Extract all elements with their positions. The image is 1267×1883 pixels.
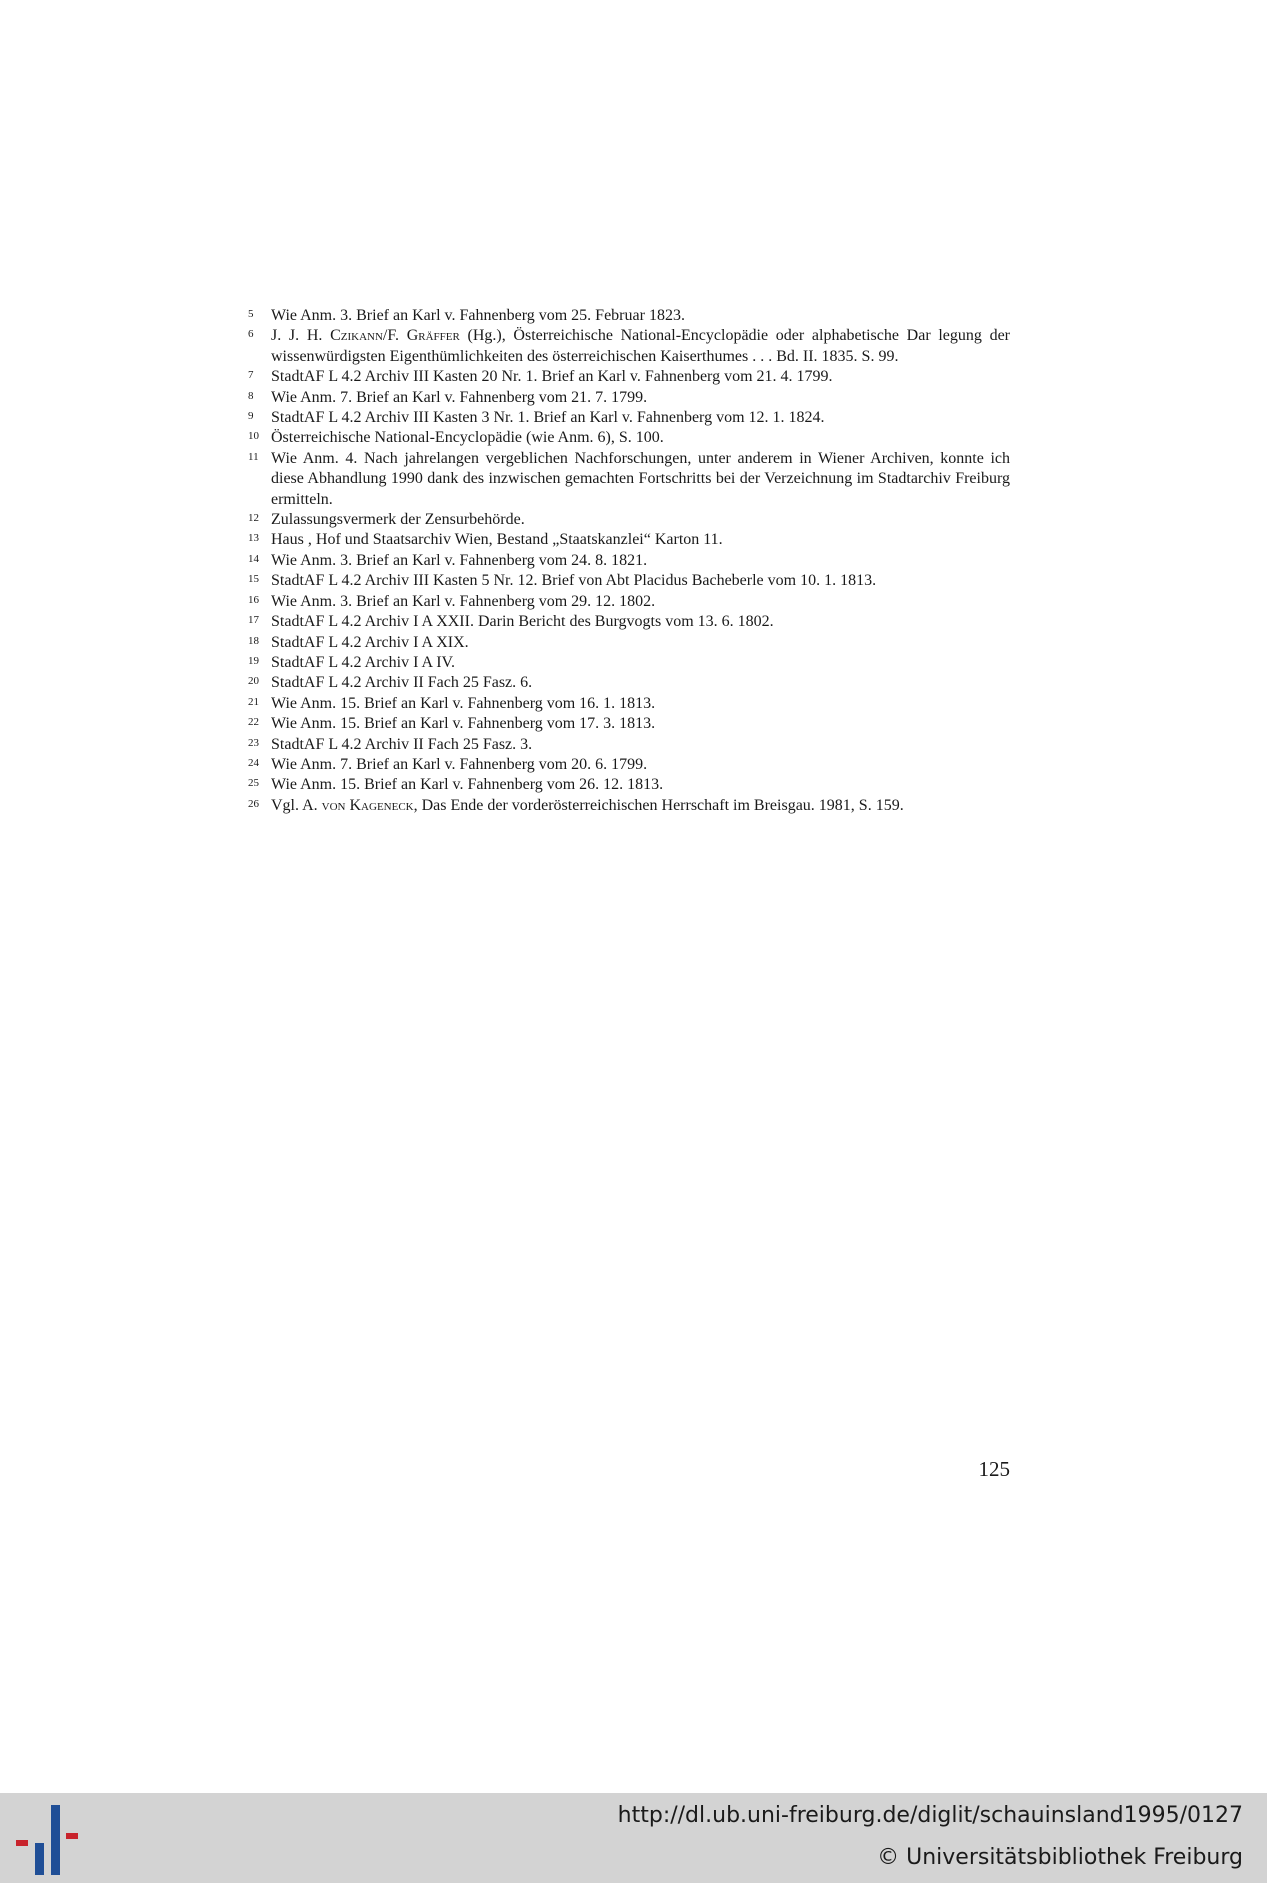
footnote-number: 5: [248, 308, 254, 320]
footnote: [248, 592, 1010, 612]
footnote-number: 9: [248, 410, 254, 423]
footnote-text: [271, 797, 904, 814]
footnote: [248, 796, 1010, 816]
footnote-text: StadtAF L 4.2 Archiv II Fach 25 Fasz. 6.: [271, 674, 533, 692]
footnote: [248, 735, 1010, 755]
footnote-text: [271, 327, 1010, 364]
footnote: [248, 714, 1010, 734]
footnote: [248, 510, 1010, 530]
footnote: [248, 326, 1010, 367]
footnote-text: StadtAF L 4.2 Archiv I A IV.: [271, 653, 456, 671]
footnote-text: Wie Anm. 4. Nach jahrelangen vergeblichen Nachforschungen, unter anderem in Wiener Archiven, konnte ich diese Abhandlung 1990 dank des inzwischen gemachten Fortschritts bei der Verzeichnung im Stadtarchiv Freiburg ermitteln.: [271, 449, 1010, 508]
footnote-text: StadtAF L 4.2 Archiv III Kasten 20 Nr. 1. Brief an Karl v. Fahnenberg vom 21. 4. 1799.: [271, 368, 833, 386]
author-name: von Kageneck: [321, 796, 414, 814]
ub-freiburg-logo-icon: [14, 1805, 80, 1875]
footnote: [248, 388, 1010, 408]
footnote-number: 24: [248, 756, 259, 769]
footnote-list: [248, 306, 1010, 816]
page-number: 125: [978, 1457, 1010, 1481]
logo-dash-right: [66, 1833, 78, 1839]
footnote: [248, 449, 1010, 510]
footnote-number: 26: [248, 797, 259, 810]
footnote-text-part: Vgl. A.: [271, 796, 322, 814]
footnote-text: Zulassungsvermerk der Zensurbehörde.: [271, 511, 525, 529]
footnote-text-part: , Das Ende der vorderösterreichischen Herrschaft im Breisgau. 1981, S. 159.: [413, 796, 904, 814]
footnote-number: 14: [248, 552, 259, 565]
footnote: [248, 612, 1010, 632]
footnote: [248, 571, 1010, 591]
footnote: [248, 653, 1010, 673]
footnote: [248, 633, 1010, 653]
footnote-text: Wie Anm. 3. Brief an Karl v. Fahnenberg vom 24. 8. 1821.: [271, 551, 648, 569]
footnote-number: 18: [248, 634, 259, 647]
footnote: [248, 755, 1010, 775]
footnote-number: 16: [248, 593, 259, 606]
footnote: [248, 408, 1010, 428]
footnote: [248, 306, 1010, 326]
footnote: [248, 530, 1010, 550]
footnote-text: StadtAF L 4.2 Archiv II Fach 25 Fasz. 3.: [271, 735, 533, 753]
footnote: [248, 367, 1010, 387]
author-name: Czikann: [330, 327, 383, 345]
footnote-number: 12: [248, 512, 259, 525]
footer-copyright: © Universitätsbibliothek Freiburg: [877, 1845, 1243, 1870]
footnote-text: StadtAF L 4.2 Archiv III Kasten 5 Nr. 12. Brief von Abt Placidus Bacheberle vom 10. 1. 1813.: [271, 572, 877, 590]
footnote-number: 10: [248, 430, 259, 443]
footnote-text: Wie Anm. 15. Brief an Karl v. Fahnenberg vom 16. 1. 1813.: [271, 694, 656, 712]
footnote-text: Wie Anm. 15. Brief an Karl v. Fahnenberg vom 17. 3. 1813.: [271, 715, 656, 733]
footnote-text: Wie Anm. 15. Brief an Karl v. Fahnenberg vom 26. 12. 1813.: [271, 776, 664, 794]
logo-bar-left: [35, 1843, 44, 1875]
footnote-text: Wie Anm. 3. Brief an Karl v. Fahnenberg vom 29. 12. 1802.: [271, 592, 656, 610]
footnote-number: 7: [248, 369, 254, 382]
footnote-number: 20: [248, 675, 259, 688]
footnote-text: StadtAF L 4.2 Archiv I A XIX.: [271, 633, 469, 651]
footnote-text: Wie Anm. 7. Brief an Karl v. Fahnenberg vom 21. 7. 1799.: [271, 388, 648, 406]
footnote-text: Österreichische National-Encyclopädie (wie Anm. 6), S. 100.: [271, 429, 664, 447]
footnote-number: 22: [248, 716, 259, 729]
footnote: [248, 551, 1010, 571]
footnote-text-part: (Hg.), Österreichische National-Encyclopädie oder alphabetische Dar legung der wissenwürdigsten Eigenthümlichkeiten des österreichischen Kaiserthumes . . . Bd. II. 1835. S. 99.: [271, 327, 1011, 365]
footnote-number: 13: [248, 532, 259, 545]
footnote-text: StadtAF L 4.2 Archiv III Kasten 3 Nr. 1. Brief an Karl v. Fahnenberg vom 12. 1. 1824.: [271, 409, 825, 427]
footnote-number: 8: [248, 389, 254, 402]
footnote-text: StadtAF L 4.2 Archiv I A XXII. Darin Bericht des Burgvogts vom 13. 6. 1802.: [271, 613, 774, 631]
logo-dash-left: [16, 1840, 28, 1846]
footnote: [248, 775, 1010, 795]
footnote-text: Wie Anm. 7. Brief an Karl v. Fahnenberg vom 20. 6. 1799.: [271, 755, 648, 773]
footnote-number: 6: [248, 328, 254, 341]
footnote-number: 19: [248, 654, 259, 667]
footnote-number: 11: [248, 450, 259, 463]
footnote-number: 25: [248, 777, 259, 790]
footnote-number: 17: [248, 614, 259, 627]
footnote-number: 21: [248, 695, 259, 708]
footnote-text: Wie Anm. 3. Brief an Karl v. Fahnenberg vom 25. Februar 1823.: [271, 307, 685, 324]
footnote-text-part: /F.: [382, 327, 407, 345]
footer-url-link[interactable]: http://dl.ub.uni-freiburg.de/diglit/schauinsland1995/0127: [617, 1803, 1243, 1828]
footnote-text-part: J. J. H.: [271, 327, 331, 345]
footnote: [248, 428, 1010, 448]
footnote-text: Haus , Hof und Staatsarchiv Wien, Bestand „Staatskanzlei“ Karton 11.: [271, 531, 723, 549]
author-name: Gräffer: [406, 327, 460, 345]
footnote: [248, 673, 1010, 693]
footnote-number: 15: [248, 573, 259, 586]
footnote: [248, 694, 1010, 714]
footnote-number: 23: [248, 736, 259, 749]
logo-bar-right: [51, 1805, 60, 1875]
